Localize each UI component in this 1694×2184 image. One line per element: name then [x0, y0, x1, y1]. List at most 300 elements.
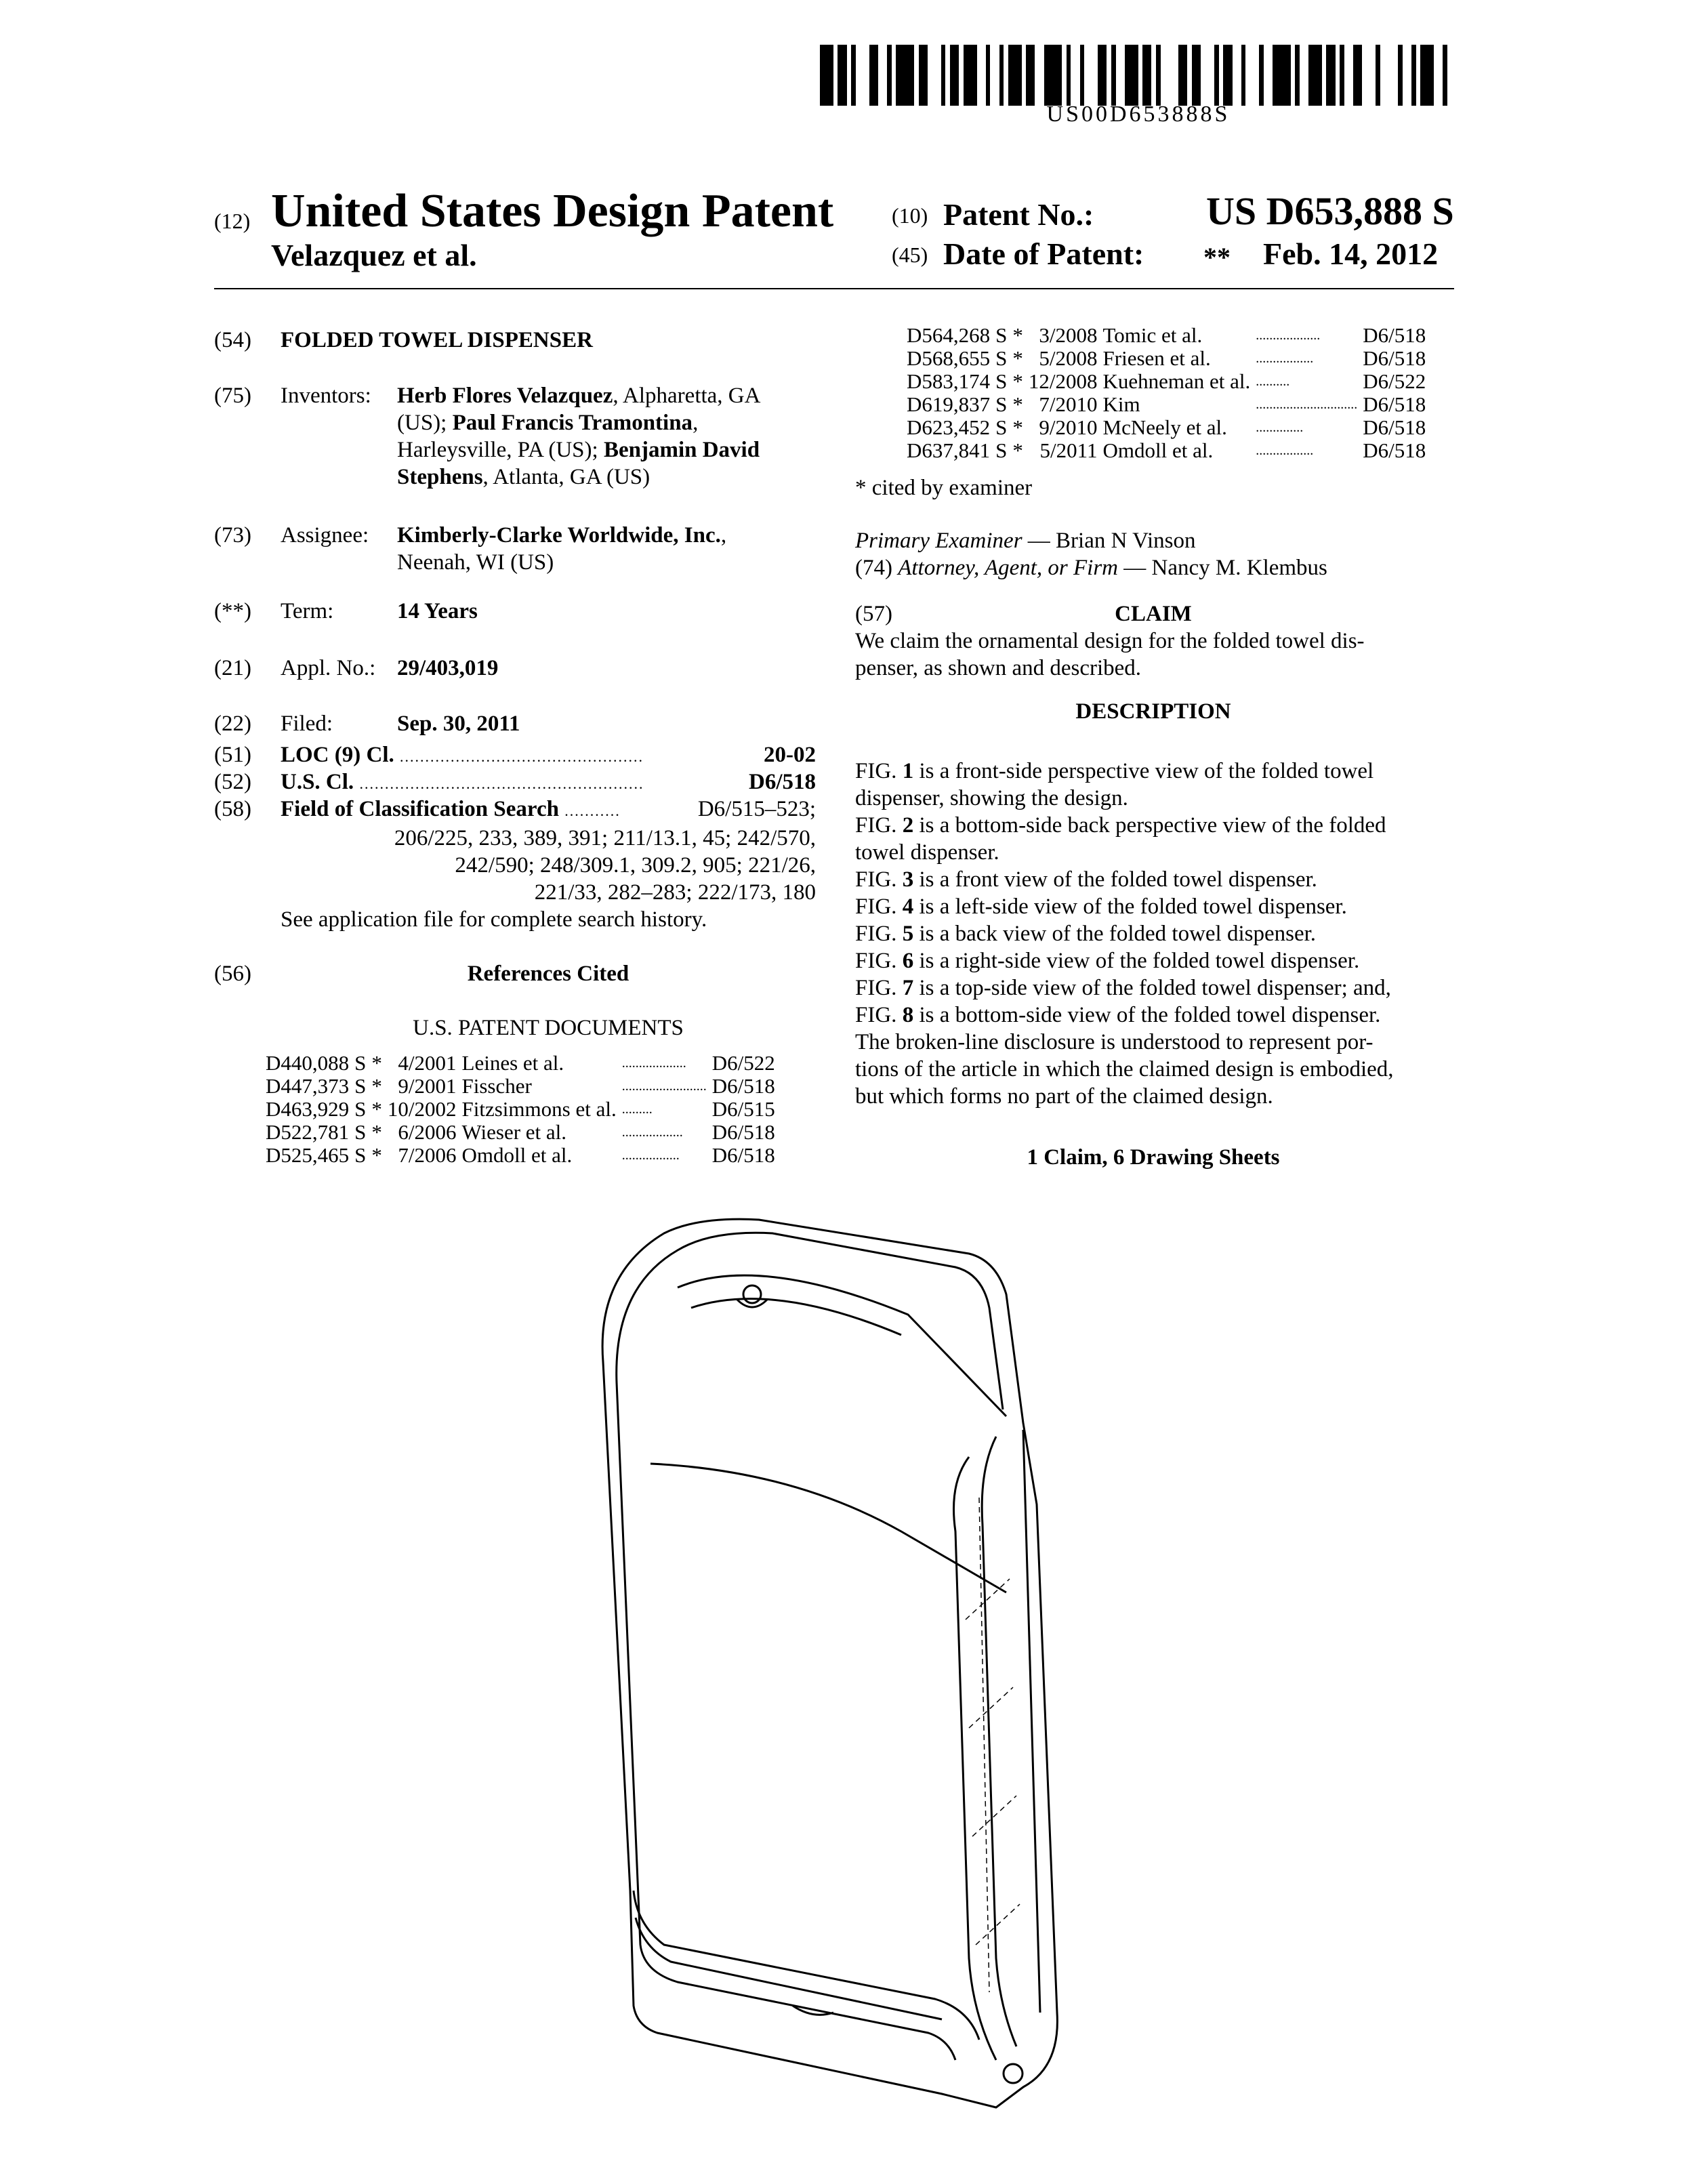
reference-row: [907, 370, 1431, 393]
description-text-part: is a bottom-side view of the folded towel dispenser.: [913, 1003, 1381, 1027]
us-documents-title: U.S. PATENT DOCUMENTS: [413, 1016, 684, 1040]
ref-date: 7/2010: [1039, 392, 1098, 416]
figure-number: 8: [902, 1003, 914, 1027]
description-text-part: FIG.: [855, 813, 903, 838]
loc-class-dots: ................................................: [400, 748, 644, 765]
description-text-part: is a bottom-side back perspective view of the folded: [913, 813, 1386, 838]
barcode-bar: [914, 45, 919, 106]
inventor-1-name: Herb Flores Velazquez: [397, 384, 613, 408]
patent-number: US D653,888 S: [1206, 189, 1454, 233]
field-75-code: (75): [214, 384, 251, 408]
barcode-bar: [959, 45, 964, 106]
description-text-part: is a front view of the folded towel dispenser.: [913, 867, 1317, 892]
barcode-bar: [1008, 45, 1022, 106]
figure-number: 1: [902, 759, 914, 783]
front-face-lower: [640, 1945, 955, 2060]
inventor-2-name: Paul Francis Tramontina: [452, 411, 693, 435]
search-field-line-2: 206/225, 233, 389, 391; 211/13.1, 45; 242/570,: [394, 826, 816, 850]
reference-row: [266, 1052, 781, 1075]
description-line: [855, 974, 1451, 1002]
ref-star: *: [1012, 323, 1023, 347]
ref-name: McNeely et al.: [1102, 415, 1227, 439]
search-field-line-3: 242/590; 248/309.1, 309.2, 905; 221/26,: [455, 853, 816, 878]
barcode-bar: [1326, 45, 1335, 106]
barcode-bar: [1084, 45, 1098, 106]
barcode-number: US00D653888S: [1046, 102, 1231, 127]
barcode-bar: [1416, 45, 1421, 106]
inventor-3-location: , Atlanta, GA (US): [482, 465, 650, 489]
ref-star: *: [1012, 346, 1023, 370]
description-line: [855, 1002, 1451, 1029]
ref-kind: S: [995, 323, 1008, 347]
inventors-short: Velazquez et al.: [271, 238, 477, 272]
left-column: [214, 327, 824, 1194]
description-text-part: is a right-side view of the folded towel dispenser.: [913, 949, 1360, 973]
ref-kind: S: [995, 346, 1008, 370]
description-line: [855, 758, 1451, 785]
inventors-label: Inventors:: [281, 384, 371, 408]
barcode-bar: [941, 45, 946, 106]
ref-kind: S: [354, 1074, 367, 1098]
reference-row: [907, 347, 1431, 370]
barcode-bar: [1336, 45, 1340, 106]
ref-kind: S: [995, 415, 1008, 439]
description-text-part: is a top-side view of the folded towel dispenser; and,: [913, 976, 1391, 1000]
ref-number: D447,373: [266, 1074, 350, 1098]
appl-no-label: Appl. No.:: [281, 656, 376, 680]
broken-line-4: [972, 1796, 1016, 1836]
barcode-bar: [1380, 45, 1398, 106]
description-text-part: The broken-line disclosure is understood to represent por-: [855, 1030, 1373, 1054]
search-history-note: See application file for complete search history.: [281, 907, 707, 932]
reference-row: [907, 439, 1431, 462]
barcode-bar: [1291, 45, 1296, 106]
ref-number: D619,837: [907, 392, 991, 416]
claims-summary: 1 Claim, 6 Drawing Sheets: [1027, 1145, 1280, 1170]
release-knob: [1004, 2064, 1022, 2083]
ref-number: D583,174: [907, 369, 991, 393]
references-cited-title: References Cited: [467, 962, 629, 986]
ref-class: D6/518: [711, 1074, 775, 1098]
description-line: [855, 1029, 1451, 1056]
field-58-code: (58): [214, 797, 251, 821]
assignee-comma: ,: [720, 523, 727, 548]
description-text-part: FIG.: [855, 922, 903, 946]
examiner-label: Primary Examiner: [855, 529, 1022, 553]
ref-name: Tomic et al.: [1102, 323, 1203, 347]
ref-kind: S: [354, 1097, 367, 1121]
barcode-bar: [847, 45, 852, 106]
term-label: Term:: [281, 599, 334, 623]
us-class-label: U.S. Cl.: [281, 770, 354, 794]
description-text-part: FIG.: [855, 1003, 903, 1027]
barcode-bar: [1241, 45, 1246, 106]
ref-name: Fitzsimmons et al.: [461, 1097, 617, 1121]
ref-number: D440,088: [266, 1051, 350, 1075]
barcode-bar: [1142, 45, 1151, 106]
description-line: [855, 1083, 1451, 1110]
description-text-part: FIG.: [855, 867, 903, 892]
references-list-continued: [907, 324, 1431, 462]
barcode-bar: [833, 45, 838, 106]
ref-class: D6/518: [1363, 323, 1426, 347]
date-mark: **: [1203, 242, 1231, 272]
barcode-bar: [1004, 45, 1008, 106]
figure-number: 5: [902, 922, 914, 946]
barcode-bar: [1259, 45, 1264, 106]
description-line: [855, 893, 1451, 920]
description-line: [855, 785, 1451, 812]
description-text-part: FIG.: [855, 949, 903, 973]
ref-class: D6/522: [1363, 369, 1426, 393]
barcode-bar: [1071, 45, 1079, 106]
cited-by-examiner: * cited by examiner: [855, 476, 1033, 500]
us-class-dots: ........................................................: [359, 775, 644, 792]
code-12: (12): [214, 209, 251, 233]
inventor-2-comma: ,: [693, 411, 699, 435]
barcode-bar: [1178, 45, 1187, 106]
barcode-bar: [1376, 45, 1380, 106]
term-value: 14 Years: [397, 599, 478, 623]
ref-star: *: [371, 1120, 382, 1144]
front-face: [617, 1233, 1003, 1945]
ref-name: Fisscher: [461, 1074, 532, 1098]
ref-kind: S: [995, 369, 1008, 393]
field-22-code: (22): [214, 712, 251, 736]
ref-dots: ...................: [1256, 328, 1321, 343]
inventor-1-location: , Alpharetta, GA: [613, 384, 761, 408]
ref-dots: ...................: [621, 1056, 686, 1071]
reference-row: [907, 416, 1431, 439]
barcode-bar: [892, 45, 896, 106]
barcode-bar: [1398, 45, 1403, 106]
barcode-bar: [1447, 45, 1456, 106]
ref-kind: S: [354, 1120, 367, 1144]
ref-dots: ..............: [1256, 420, 1304, 435]
patent-title: FOLDED TOWEL DISPENSER: [281, 328, 593, 352]
barcode-bar: [1035, 45, 1044, 106]
examiner-line: [855, 527, 1195, 554]
ref-number: D568,655: [907, 346, 991, 370]
barcode-bar: [820, 45, 833, 106]
barcode-bar: [919, 45, 928, 106]
ref-dots: .................: [1256, 443, 1314, 458]
field-52-code: (52): [214, 770, 251, 794]
barcode-bar: [928, 45, 941, 106]
barcode-bar: [1067, 45, 1071, 106]
barcode-bar: [1411, 45, 1416, 106]
barcode: [820, 45, 1457, 106]
field-51-code: (51): [214, 743, 251, 767]
broken-line-2: [966, 1579, 1010, 1620]
ref-date: 6/2006: [398, 1120, 457, 1144]
barcode-bar: [1161, 45, 1178, 106]
ref-name: Omdoll et al.: [1102, 438, 1214, 462]
ref-name: Kuehneman et al.: [1102, 369, 1251, 393]
barcode-bar: [1403, 45, 1411, 106]
barcode-bar: [1344, 45, 1353, 106]
reference-row: [907, 324, 1431, 347]
right-column: [855, 323, 1451, 1194]
barcode-bar: [1138, 45, 1143, 106]
attorney-name: — Nancy M. Klembus: [1118, 556, 1327, 580]
loc-class-value: 20-02: [764, 743, 816, 767]
document-title: United States Design Patent: [271, 185, 834, 237]
barcode-bar: [1107, 45, 1111, 106]
figure-number: 3: [902, 867, 914, 892]
ref-class: D6/518: [1363, 438, 1426, 462]
description-line: [855, 947, 1451, 974]
ref-number: D564,268: [907, 323, 991, 347]
description-text-part: tions of the article in which the claimed design is embodied,: [855, 1057, 1394, 1081]
barcode-bar: [1111, 45, 1116, 106]
field-21-code: (21): [214, 656, 251, 680]
barcode-bar: [851, 45, 856, 106]
ref-number: D463,929: [266, 1097, 350, 1121]
field-57-code: (57): [855, 602, 892, 626]
code-45: (45): [892, 243, 928, 267]
loc-class-line: [281, 741, 816, 770]
broken-line-5: [976, 1904, 1020, 1945]
barcode-bar: [1420, 45, 1434, 106]
claim-title: CLAIM: [1115, 602, 1192, 626]
barcode-bar: [896, 45, 913, 106]
ref-star: *: [1012, 392, 1023, 416]
barcode-bar: [1219, 45, 1224, 106]
barcode-bar: [1322, 45, 1327, 106]
barcode-bar: [1300, 45, 1308, 106]
references-table-right: [907, 324, 1431, 462]
barcode-bar: [1187, 45, 1192, 106]
description-text-part: is a front-side perspective view of the folded towel: [913, 759, 1374, 783]
description-line: [855, 812, 1451, 839]
description-text: [855, 758, 1451, 1110]
ref-name: Kim: [1102, 392, 1140, 416]
barcode-bar: [990, 45, 999, 106]
barcode-bar: [1295, 45, 1300, 106]
search-field-label: Field of Classification Search: [281, 797, 559, 821]
examiner-name: — Brian N Vinson: [1022, 529, 1196, 553]
ref-kind: S: [995, 438, 1008, 462]
barcode-bar: [1214, 45, 1219, 106]
assignee-name: Kimberly-Clarke Worldwide, Inc.: [397, 523, 721, 548]
barcode-bar: [1233, 45, 1241, 106]
window-divider: [650, 1464, 1006, 1592]
claim-text: [855, 627, 1451, 682]
barcode-bar: [964, 45, 977, 106]
description-text-part: is a left-side view of the folded towel dispenser.: [913, 894, 1347, 919]
ref-kind: S: [995, 392, 1008, 416]
ref-date: 9/2010: [1039, 415, 1098, 439]
ref-number: D637,841: [907, 438, 991, 462]
inventor-1-country: (US);: [397, 411, 453, 435]
attorney-line: [855, 554, 1327, 581]
ref-class: D6/522: [711, 1051, 775, 1075]
top-panel-edge-2: [691, 1299, 901, 1335]
ref-class: D6/518: [711, 1143, 775, 1167]
broken-line-3: [969, 1687, 1013, 1728]
ref-date: 12/2008: [1028, 369, 1098, 393]
ref-name: Omdoll et al.: [461, 1143, 573, 1167]
patent-no-label: Patent No.:: [943, 197, 1094, 232]
reference-row: [266, 1098, 781, 1121]
barcode-bar: [945, 45, 950, 106]
top-panel-edge: [678, 1275, 1006, 1416]
barcode-bar: [1362, 45, 1376, 106]
ref-class: D6/518: [1363, 392, 1426, 416]
ref-name: Friesen et al.: [1102, 346, 1211, 370]
header-rule: [214, 288, 1454, 289]
barcode-bar: [950, 45, 959, 106]
side-panel-inner: [982, 1437, 1016, 2046]
barcode-bar: [1125, 45, 1138, 106]
figure-number: 7: [902, 976, 914, 1000]
ref-date: 4/2001: [398, 1051, 457, 1075]
description-line: [855, 839, 1451, 866]
ref-date: 10/2002: [387, 1097, 457, 1121]
assignee-label: Assignee:: [281, 523, 369, 548]
ref-kind: S: [354, 1051, 367, 1075]
barcode-bar: [1156, 45, 1161, 106]
barcode-bar: [1273, 45, 1290, 106]
barcode-bar: [1151, 45, 1156, 106]
claim-line-1: We claim the ornamental design for the folded towel dis-: [855, 629, 1365, 653]
us-class-line: [281, 768, 816, 798]
reference-row: [266, 1075, 781, 1098]
field-56-code: (56): [214, 962, 251, 986]
ref-star: *: [1012, 438, 1023, 462]
ref-star: *: [371, 1051, 382, 1075]
appl-no-value: 29/403,019: [397, 656, 499, 680]
attorney-label: Attorney, Agent, or Firm: [898, 556, 1119, 580]
ref-star: *: [371, 1143, 382, 1167]
ref-star: *: [1012, 369, 1023, 393]
loc-class-label: LOC (9) Cl.: [281, 743, 394, 767]
reference-row: [266, 1144, 781, 1167]
assignee-text: [397, 522, 726, 576]
barcode-bar: [1245, 45, 1259, 106]
ref-kind: S: [354, 1143, 367, 1167]
ref-dots: ..............................: [1256, 397, 1358, 412]
filed-value: Sep. 30, 2011: [397, 712, 520, 736]
description-text-part: dispenser, showing the design.: [855, 786, 1128, 810]
ref-number: D525,465: [266, 1143, 350, 1167]
us-class-value: D6/518: [749, 770, 816, 794]
ref-dots: .................: [1256, 351, 1314, 366]
barcode-bar: [1098, 45, 1107, 106]
barcode-bar: [1062, 45, 1067, 106]
assignee-location: Neenah, WI (US): [397, 550, 554, 575]
barcode-bar: [1308, 45, 1322, 106]
ref-date: 5/2011: [1039, 438, 1098, 462]
code-10: (10): [892, 203, 928, 228]
search-field-line-4: 221/33, 282–283; 222/173, 180: [534, 880, 816, 905]
ref-dots: ..........: [1256, 374, 1290, 389]
ref-date: 7/2006: [398, 1143, 457, 1167]
barcode-bar: [999, 45, 1004, 106]
references-table-left: [266, 1052, 781, 1167]
ref-dots: .........................: [621, 1079, 707, 1094]
ref-date: 9/2001: [398, 1074, 457, 1098]
barcode-bar: [1026, 45, 1035, 106]
ref-date: 3/2008: [1039, 323, 1098, 347]
barcode-bar: [1116, 45, 1125, 106]
barcode-bar: [1443, 45, 1447, 106]
description-title: DESCRIPTION: [1075, 699, 1231, 724]
filed-label: Filed:: [281, 712, 333, 736]
barcode-bar: [1022, 45, 1027, 106]
field-54-code: (54): [214, 328, 251, 352]
description-text-part: is a back view of the folded towel dispenser.: [913, 922, 1317, 946]
ref-star: *: [371, 1074, 382, 1098]
figure-number: 2: [902, 813, 914, 838]
ref-number: D623,452: [907, 415, 991, 439]
barcode-bar: [1434, 45, 1443, 106]
description-text-part: FIG.: [855, 759, 903, 783]
figure-number: 6: [902, 949, 914, 973]
lock-button: [743, 1285, 761, 1303]
barcode-bar: [1340, 45, 1344, 106]
references-list: [266, 1052, 781, 1167]
ref-dots: .................: [621, 1148, 680, 1163]
description-text-part: towel dispenser.: [855, 840, 999, 865]
barcode-bar: [1192, 45, 1201, 106]
ref-name: Wieser et al.: [461, 1120, 567, 1144]
ref-star: *: [1012, 415, 1023, 439]
ref-class: D6/518: [1363, 415, 1426, 439]
claim-line-2: penser, as shown and described.: [855, 656, 1142, 680]
search-field-dots: ...........: [564, 802, 621, 819]
ref-name: Leines et al.: [461, 1051, 564, 1075]
description-line: [855, 866, 1451, 893]
description-line: [855, 920, 1451, 947]
figure-number: 4: [902, 894, 914, 919]
ref-dots: ..................: [621, 1125, 683, 1140]
barcode-bar: [1201, 45, 1214, 106]
date-label: Date of Patent:: [943, 236, 1144, 271]
term-code: (**): [214, 599, 251, 623]
inventor-2-location: Harleysville, PA (US);: [397, 438, 604, 462]
field-73-code: (73): [214, 523, 251, 548]
search-field-line-1: D6/515–523;: [697, 797, 816, 821]
barcode-bar: [1080, 45, 1085, 106]
inventor-3-name-first: Benjamin David: [603, 438, 760, 462]
attorney-code: (74): [855, 556, 892, 580]
inventor-3-name-last: Stephens: [397, 465, 483, 489]
ref-class: D6/515: [711, 1097, 775, 1121]
barcode-bar: [1353, 45, 1362, 106]
inventors-text: [397, 382, 824, 491]
ref-number: D522,781: [266, 1120, 350, 1144]
description-text-part: FIG.: [855, 894, 903, 919]
reference-row: [266, 1121, 781, 1144]
barcode-bar: [1223, 45, 1232, 106]
ref-class: D6/518: [1363, 346, 1426, 370]
description-text-part: FIG.: [855, 976, 903, 1000]
patent-date: Feb. 14, 2012: [1263, 236, 1439, 271]
reference-row: [907, 393, 1431, 416]
description-line: [855, 1056, 1451, 1083]
ref-class: D6/518: [711, 1120, 775, 1144]
ref-date: 5/2008: [1039, 346, 1098, 370]
barcode-bar: [869, 45, 878, 106]
ref-dots: .........: [621, 1102, 653, 1117]
barcode-bar: [887, 45, 892, 106]
barcode-bar: [977, 45, 986, 106]
barcode-bar: [1264, 45, 1273, 106]
search-field-block: [281, 796, 816, 933]
barcode-bar: [1044, 45, 1062, 106]
